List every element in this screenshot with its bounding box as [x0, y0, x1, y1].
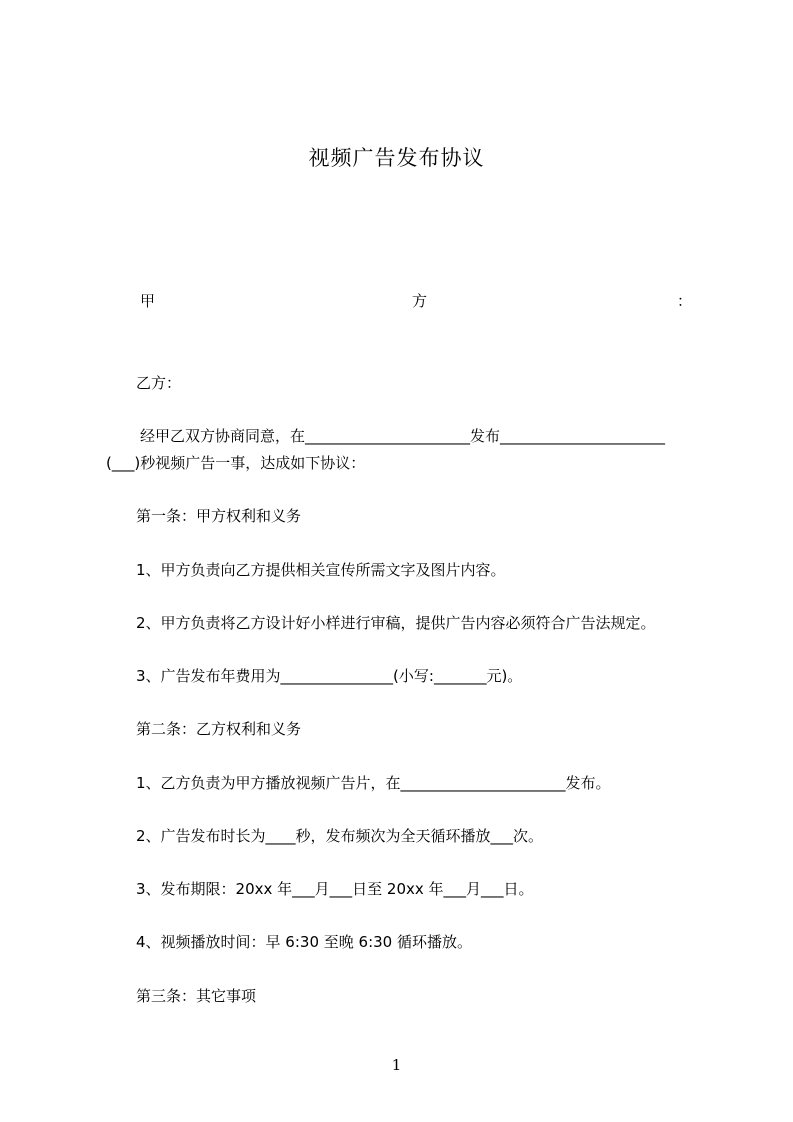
article-2-item-1: 1、乙方负责为甲方播放视频广告片，在______________________发布。 [136, 774, 611, 792]
article-2-item-3: 3、发布期限：20xx 年___月___日至 20xx 年___月___日。 [136, 880, 534, 898]
article-1-item-1: 1、甲方负责向乙方提供相关宣传所需文字及图片内容。 [136, 561, 506, 579]
party-a-line [140, 290, 692, 314]
article-2-item-2: 2、广告发布时长为____秒，发布频次为全天循环播放___次。 [136, 827, 544, 845]
party-a-label-2: 方 [412, 292, 428, 310]
page-number: 1 [391, 1056, 402, 1074]
document-title: 视频广告发布协议 [308, 146, 485, 170]
article-1-item-3: 3、广告发布年费用为_______________(小写:_______元)。 [136, 667, 523, 685]
article-1-item-2: 2、甲方负责将乙方设计好小样进行审稿，提供广告内容必须符合广告法规定。 [136, 614, 656, 632]
party-a-label-1: 甲 [140, 292, 156, 310]
intro-line-1: 经甲乙双方协商同意，在______________________发布______________________ [140, 427, 666, 445]
party-b-line: 乙方： [136, 374, 182, 392]
article-3-heading: 第三条：其它事项 [136, 987, 257, 1005]
article-2-item-4: 4、视频播放时间：早 6:30 至晚 6:30 循环播放。 [136, 933, 472, 951]
article-2-heading: 第二条：乙方权利和义务 [136, 720, 302, 738]
article-1-heading: 第一条：甲方权利和义务 [136, 507, 302, 525]
party-a-colon: ： [676, 292, 692, 310]
intro-line-2: (___)秒视频广告一事，达成如下协议： [106, 454, 366, 472]
